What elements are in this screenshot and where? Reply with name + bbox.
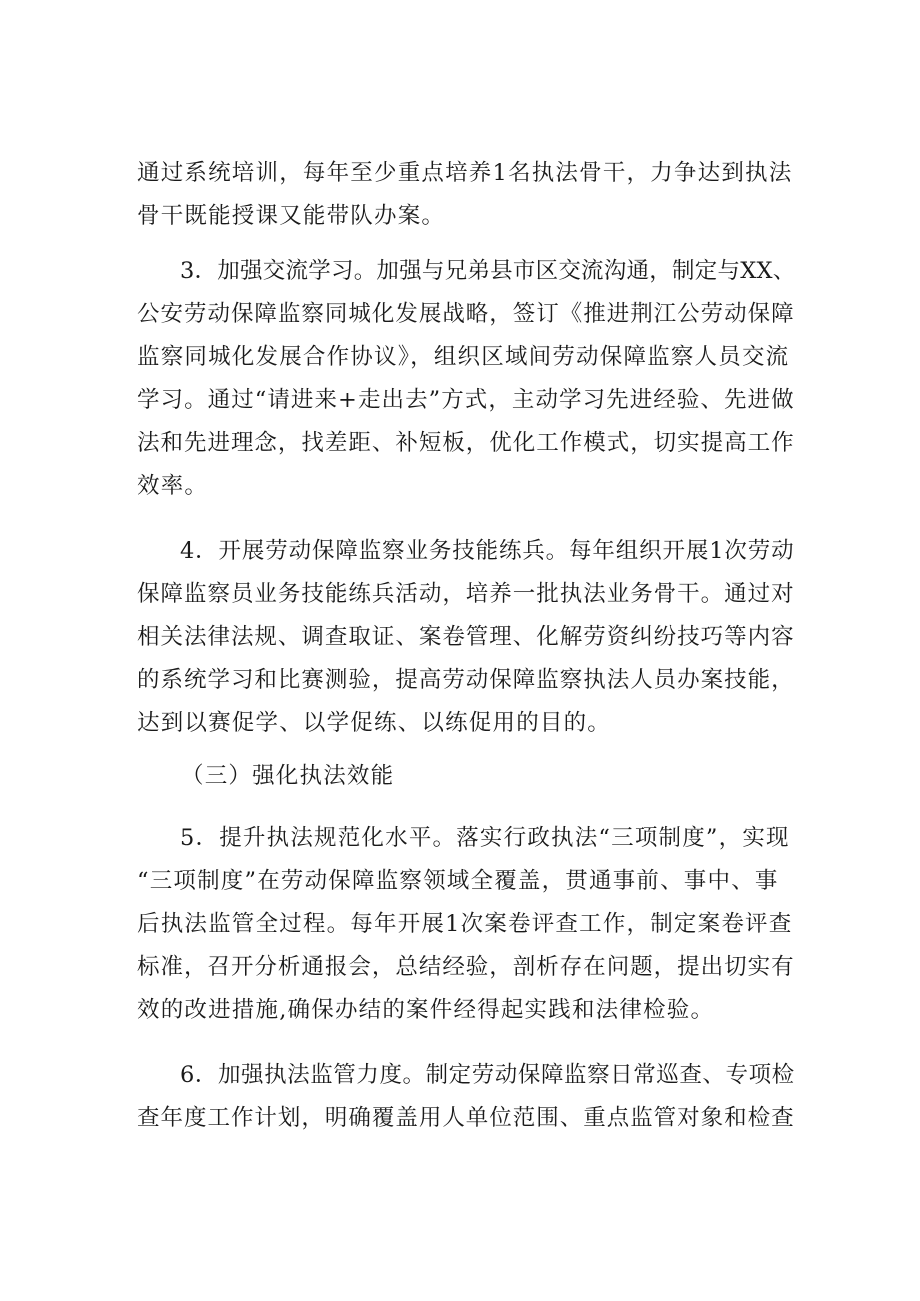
text-line-8: 效率。 [137, 473, 209, 499]
text-line-9: 4．开展劳动保障监察业务技能练兵。每年组织开展1次劳动 [180, 538, 795, 564]
text-line-18: 标准，召开分析通报会，总结经验，剖析存在问题，提出切实有 [137, 954, 795, 980]
text-line-19: 效的改进措施,确保办结的案件经得起实践和法律检验。 [137, 997, 715, 1023]
text-line-17: 后执法监管全过程。每年开展1次案卷评查工作，制定案卷评查 [137, 911, 793, 937]
text-line-4: 公安劳动保障监察同城化发展战略，签订《推进荆江公劳动保障 [137, 301, 795, 327]
text-line-3: 3．加强交流学习。加强与兄弟县市区交流沟通，制定与XX、 [180, 258, 796, 284]
text-line-10: 保障监察员业务技能练兵活动，培养一批执法业务骨干。通过对 [137, 581, 795, 607]
section-heading: （三）强化执法效能 [181, 763, 395, 789]
text-line-5: 监察同城化发展合作协议》，组织区域间劳动保障监察人员交流 [137, 344, 790, 370]
text-line-12: 的系统学习和比赛测验，提高劳动保障监察执法人员办案技能， [137, 667, 795, 693]
text-line-13: 达到以赛促学、以学促练、以练促用的目的。 [137, 710, 612, 736]
text-line-21: 查年度工作计划，明确覆盖用人单位范围、重点监管对象和检查 [137, 1105, 795, 1131]
text-line-20: 6．加强执法监管力度。制定劳动保障监察日常巡查、专项检 [180, 1062, 795, 1088]
text-line-15: 5．提升执法规范化水平。落实行政执法“三项制度”，实现 [180, 825, 790, 851]
text-line-11: 相关法律法规、调查取证、案卷管理、化解劳资纠纷技巧等内容 [137, 624, 795, 650]
text-line-2: 骨干既能授课又能带队办案。 [137, 203, 446, 229]
text-line-6: 学习。通过“请进来+走出去”方式，主动学习先进经验、先进做 [137, 387, 795, 413]
text-line-7: 法和先进理念，找差距、补短板，优化工作模式，切实提高工作 [137, 430, 795, 456]
text-line-16: “三项制度”在劳动保障监察领域全覆盖，贯通事前、事中、事 [137, 868, 779, 894]
text-line-1: 通过系统培训，每年至少重点培养1名执法骨干，力争达到执法 [137, 160, 793, 186]
